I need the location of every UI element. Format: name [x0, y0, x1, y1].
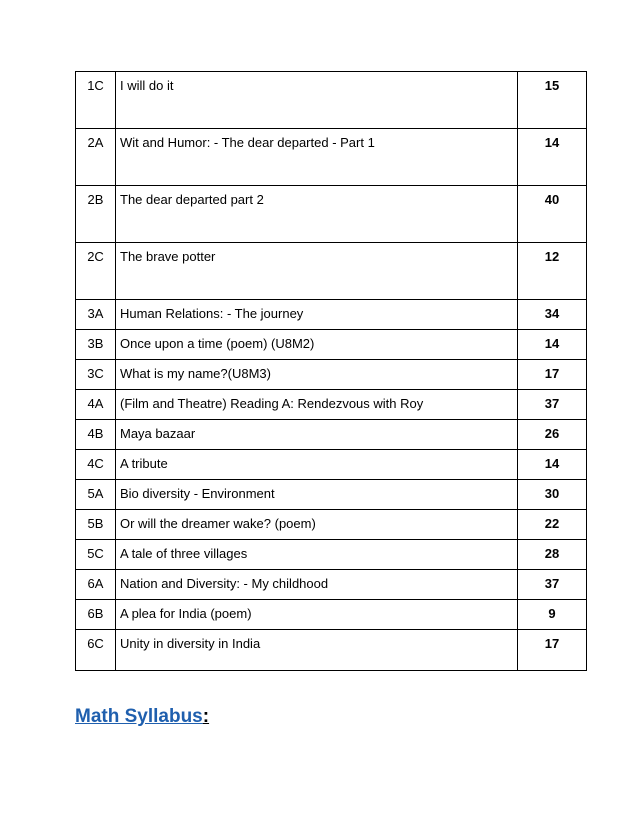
lesson-title-cell: Or will the dreamer wake? (poem): [116, 510, 518, 540]
lesson-title-cell: Unity in diversity in India: [116, 630, 518, 671]
table-row: [76, 450, 587, 480]
lesson-title-cell: (Film and Theatre) Reading A: Rendezvous with Roy: [116, 390, 518, 420]
lesson-title-cell: Nation and Diversity: - My childhood: [116, 570, 518, 600]
unit-code-cell: 2C: [76, 243, 116, 300]
marks-cell: 37: [518, 570, 587, 600]
unit-code-cell: 3C: [76, 360, 116, 390]
unit-code-cell: 3A: [76, 300, 116, 330]
lesson-title-cell: A plea for India (poem): [116, 600, 518, 630]
math-syllabus-heading: [75, 704, 209, 730]
table-row: [76, 300, 587, 330]
table-row: [76, 630, 587, 671]
math-syllabus-heading-text: Math Syllabus: [75, 706, 203, 727]
lesson-title-cell: Maya bazaar: [116, 420, 518, 450]
lesson-title-cell: The brave potter: [116, 243, 518, 300]
marks-cell: 26: [518, 420, 587, 450]
marks-cell: 34: [518, 300, 587, 330]
unit-code-cell: 4B: [76, 420, 116, 450]
math-syllabus-heading-colon: :: [202, 706, 210, 727]
unit-code-cell: 4A: [76, 390, 116, 420]
syllabus-table-body: [76, 72, 587, 671]
table-row: [76, 570, 587, 600]
marks-cell: 40: [518, 186, 587, 243]
unit-code-cell: 4C: [76, 450, 116, 480]
lesson-title-cell: Once upon a time (poem) (U8M2): [116, 330, 518, 360]
unit-code-cell: 5C: [76, 540, 116, 570]
marks-cell: 12: [518, 243, 587, 300]
unit-code-cell: 5A: [76, 480, 116, 510]
table-row: [76, 420, 587, 450]
lesson-title-cell: The dear departed part 2: [116, 186, 518, 243]
unit-code-cell: 6C: [76, 630, 116, 671]
table-row: [76, 186, 587, 243]
lesson-title-cell: I will do it: [116, 72, 518, 129]
unit-code-cell: 6A: [76, 570, 116, 600]
table-row: [76, 243, 587, 300]
unit-code-cell: 2B: [76, 186, 116, 243]
lesson-title-cell: Bio diversity - Environment: [116, 480, 518, 510]
marks-cell: 14: [518, 450, 587, 480]
unit-code-cell: 5B: [76, 510, 116, 540]
table-row: [76, 540, 587, 570]
table-row: [76, 390, 587, 420]
lesson-title-cell: A tale of three villages: [116, 540, 518, 570]
marks-cell: 28: [518, 540, 587, 570]
table-row: [76, 600, 587, 630]
table-row: [76, 360, 587, 390]
lesson-title-cell: A tribute: [116, 450, 518, 480]
table-row: [76, 480, 587, 510]
unit-code-cell: 6B: [76, 600, 116, 630]
unit-code-cell: 2A: [76, 129, 116, 186]
lesson-title-cell: Wit and Humor: - The dear departed - Part 1: [116, 129, 518, 186]
marks-cell: 30: [518, 480, 587, 510]
table-row: [76, 330, 587, 360]
table-row: [76, 129, 587, 186]
syllabus-table: [75, 71, 587, 671]
unit-code-cell: 3B: [76, 330, 116, 360]
marks-cell: 17: [518, 360, 587, 390]
marks-cell: 14: [518, 330, 587, 360]
marks-cell: 37: [518, 390, 587, 420]
table-row: [76, 510, 587, 540]
marks-cell: 17: [518, 630, 587, 671]
marks-cell: 9: [518, 600, 587, 630]
lesson-title-cell: What is my name?(U8M3): [116, 360, 518, 390]
marks-cell: 14: [518, 129, 587, 186]
marks-cell: 22: [518, 510, 587, 540]
marks-cell: 15: [518, 72, 587, 129]
table-row: [76, 72, 587, 129]
unit-code-cell: 1C: [76, 72, 116, 129]
lesson-title-cell: Human Relations: - The journey: [116, 300, 518, 330]
